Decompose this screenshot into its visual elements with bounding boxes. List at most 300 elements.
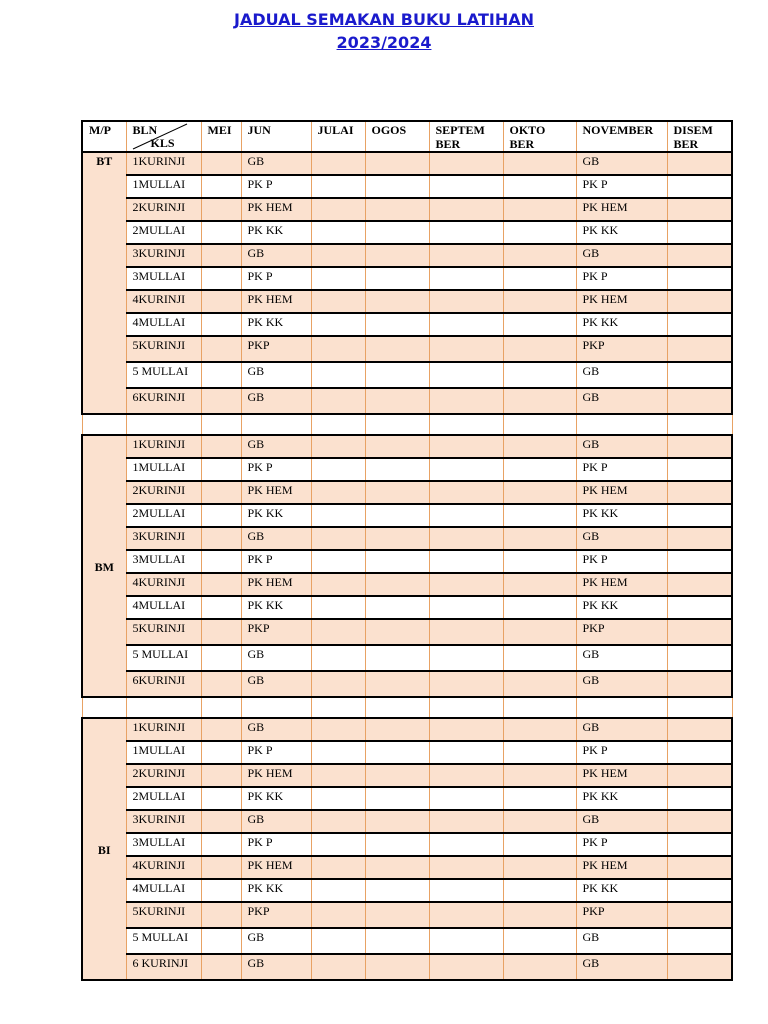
class-cell: 4KURINJI (126, 290, 201, 313)
month-cell-mei (201, 175, 241, 198)
month-cell-november: GB (576, 954, 667, 980)
month-cell-ogos (365, 175, 429, 198)
table-row (82, 902, 732, 928)
table-row (82, 619, 732, 645)
month-cell-jun: PK P (241, 267, 311, 290)
table-row (82, 879, 732, 902)
month-cell-september (429, 902, 503, 928)
month-cell-jun: PK KK (241, 879, 311, 902)
month-cell-ogos (365, 527, 429, 550)
month-cell-disember (667, 954, 732, 980)
spacer-cell (667, 697, 732, 718)
month-cell-mei (201, 481, 241, 504)
month-cell-julai (311, 619, 365, 645)
spacer-cell (311, 414, 365, 435)
header-month: OKTO BER (503, 121, 576, 152)
month-cell-julai (311, 954, 365, 980)
class-cell: 1KURINJI (126, 152, 201, 175)
class-cell: 3KURINJI (126, 810, 201, 833)
month-cell-november: PK P (576, 267, 667, 290)
month-cell-ogos (365, 481, 429, 504)
month-cell-september (429, 810, 503, 833)
month-cell-november: GB (576, 810, 667, 833)
month-cell-disember (667, 504, 732, 527)
month-cell-oktober (503, 741, 576, 764)
month-cell-mei (201, 221, 241, 244)
month-cell-ogos (365, 504, 429, 527)
month-cell-oktober (503, 458, 576, 481)
month-cell-julai (311, 152, 365, 175)
month-cell-ogos (365, 764, 429, 787)
month-cell-disember (667, 388, 732, 414)
month-cell-jun: GB (241, 435, 311, 458)
month-cell-jun: PK HEM (241, 290, 311, 313)
header-month: JULAI (311, 121, 365, 152)
month-cell-jun: PK HEM (241, 198, 311, 221)
month-cell-oktober (503, 645, 576, 671)
month-cell-november: PK KK (576, 596, 667, 619)
table-row (82, 718, 732, 741)
class-cell: 5 MULLAI (126, 928, 201, 954)
table-row (82, 267, 732, 290)
month-cell-september (429, 388, 503, 414)
month-cell-november: PK HEM (576, 481, 667, 504)
month-cell-ogos (365, 741, 429, 764)
class-cell: 3KURINJI (126, 527, 201, 550)
month-cell-disember (667, 810, 732, 833)
month-cell-ogos (365, 198, 429, 221)
class-cell: 2MULLAI (126, 787, 201, 810)
month-cell-jun: PK P (241, 550, 311, 573)
month-cell-oktober (503, 718, 576, 741)
month-cell-september (429, 619, 503, 645)
month-cell-september (429, 573, 503, 596)
month-cell-jun: PK P (241, 833, 311, 856)
spacer-cell (667, 414, 732, 435)
month-cell-disember (667, 267, 732, 290)
section-spacer (82, 414, 732, 435)
month-cell-jun: PKP (241, 619, 311, 645)
month-cell-september (429, 671, 503, 697)
month-cell-mei (201, 313, 241, 336)
month-cell-jun: GB (241, 928, 311, 954)
month-cell-jun: PK KK (241, 787, 311, 810)
month-cell-oktober (503, 267, 576, 290)
month-cell-september (429, 596, 503, 619)
month-cell-november: PKP (576, 902, 667, 928)
month-cell-jun: GB (241, 718, 311, 741)
month-cell-jun: GB (241, 388, 311, 414)
month-cell-ogos (365, 313, 429, 336)
month-cell-disember (667, 879, 732, 902)
month-cell-mei (201, 764, 241, 787)
month-cell-mei (201, 902, 241, 928)
month-cell-disember (667, 619, 732, 645)
month-cell-oktober (503, 362, 576, 388)
month-cell-oktober (503, 313, 576, 336)
month-cell-september (429, 741, 503, 764)
month-cell-mei (201, 810, 241, 833)
month-cell-ogos (365, 573, 429, 596)
month-cell-september (429, 198, 503, 221)
month-cell-jun: PK P (241, 741, 311, 764)
month-cell-disember (667, 152, 732, 175)
table-row (82, 481, 732, 504)
month-cell-disember (667, 787, 732, 810)
class-cell: 3MULLAI (126, 833, 201, 856)
month-cell-disember (667, 645, 732, 671)
month-cell-ogos (365, 902, 429, 928)
month-cell-ogos (365, 787, 429, 810)
month-cell-oktober (503, 573, 576, 596)
document-year: 2023/2024 (336, 33, 432, 52)
class-cell: 1MULLAI (126, 741, 201, 764)
month-cell-september (429, 928, 503, 954)
month-cell-ogos (365, 336, 429, 362)
month-cell-oktober (503, 336, 576, 362)
month-cell-disember (667, 362, 732, 388)
month-cell-ogos (365, 596, 429, 619)
class-cell: 2MULLAI (126, 221, 201, 244)
month-cell-ogos (365, 435, 429, 458)
month-cell-oktober (503, 175, 576, 198)
month-cell-disember (667, 458, 732, 481)
month-cell-mei (201, 435, 241, 458)
month-cell-mei (201, 573, 241, 596)
month-cell-september (429, 833, 503, 856)
month-cell-jun: PK HEM (241, 481, 311, 504)
subject-cell: BI (82, 718, 126, 980)
month-cell-november: PK P (576, 550, 667, 573)
month-cell-oktober (503, 879, 576, 902)
table-row (82, 290, 732, 313)
spacer-cell (126, 414, 201, 435)
month-cell-disember (667, 244, 732, 267)
spacer-cell (503, 414, 576, 435)
month-cell-ogos (365, 879, 429, 902)
month-cell-julai (311, 527, 365, 550)
month-cell-jun: PK KK (241, 313, 311, 336)
table-row (82, 527, 732, 550)
month-cell-november: PK HEM (576, 764, 667, 787)
month-cell-disember (667, 671, 732, 697)
month-cell-mei (201, 619, 241, 645)
spacer-cell (576, 414, 667, 435)
month-cell-julai (311, 741, 365, 764)
month-cell-november: GB (576, 527, 667, 550)
month-cell-ogos (365, 290, 429, 313)
spacer-cell (429, 697, 503, 718)
month-cell-disember (667, 718, 732, 741)
month-cell-november: PK HEM (576, 290, 667, 313)
month-cell-november: PK P (576, 458, 667, 481)
class-cell: 4KURINJI (126, 856, 201, 879)
month-cell-mei (201, 244, 241, 267)
month-cell-september (429, 152, 503, 175)
month-cell-disember (667, 198, 732, 221)
month-cell-ogos (365, 810, 429, 833)
section-spacer (82, 697, 732, 718)
subject-cell: BM (82, 435, 126, 697)
month-cell-september (429, 550, 503, 573)
month-cell-ogos (365, 833, 429, 856)
month-cell-september (429, 336, 503, 362)
table-row (82, 596, 732, 619)
month-cell-oktober (503, 596, 576, 619)
month-cell-julai (311, 645, 365, 671)
month-cell-oktober (503, 954, 576, 980)
spacer-cell (241, 414, 311, 435)
month-cell-mei (201, 504, 241, 527)
month-cell-mei (201, 458, 241, 481)
month-cell-disember (667, 313, 732, 336)
spacer-cell (82, 697, 126, 718)
table-row (82, 856, 732, 879)
month-cell-september (429, 221, 503, 244)
month-cell-november: GB (576, 388, 667, 414)
header-month: MEI (201, 121, 241, 152)
table-row (82, 198, 732, 221)
month-cell-disember (667, 221, 732, 244)
month-cell-ogos (365, 619, 429, 645)
month-cell-mei (201, 527, 241, 550)
spacer-cell (365, 697, 429, 718)
month-cell-september (429, 362, 503, 388)
month-cell-november: PKP (576, 336, 667, 362)
header-month: JUN (241, 121, 311, 152)
class-cell: 5KURINJI (126, 902, 201, 928)
month-cell-disember (667, 596, 732, 619)
month-cell-julai (311, 718, 365, 741)
spacer-cell (201, 414, 241, 435)
header-month: NOVEMBER (576, 121, 667, 152)
month-cell-mei (201, 596, 241, 619)
table-row (82, 435, 732, 458)
month-cell-oktober (503, 928, 576, 954)
month-cell-september (429, 718, 503, 741)
class-cell: 2KURINJI (126, 764, 201, 787)
month-cell-ogos (365, 718, 429, 741)
month-cell-mei (201, 550, 241, 573)
month-cell-september (429, 856, 503, 879)
month-cell-november: PK HEM (576, 573, 667, 596)
month-cell-november: PK KK (576, 313, 667, 336)
header-bln-kls (126, 121, 201, 152)
document-title: JADUAL SEMAKAN BUKU LATIHAN (234, 10, 534, 29)
month-cell-november: GB (576, 645, 667, 671)
month-cell-oktober (503, 787, 576, 810)
month-cell-disember (667, 550, 732, 573)
month-cell-mei (201, 198, 241, 221)
class-cell: 4MULLAI (126, 313, 201, 336)
month-cell-jun: GB (241, 152, 311, 175)
month-cell-julai (311, 362, 365, 388)
table-row (82, 671, 732, 697)
class-cell: 5KURINJI (126, 619, 201, 645)
month-cell-julai (311, 221, 365, 244)
table-row (82, 741, 732, 764)
table-row (82, 152, 732, 175)
month-cell-oktober (503, 198, 576, 221)
month-cell-disember (667, 833, 732, 856)
month-cell-julai (311, 833, 365, 856)
month-cell-julai (311, 336, 365, 362)
class-cell: 5 MULLAI (126, 362, 201, 388)
table-row (82, 313, 732, 336)
month-cell-disember (667, 527, 732, 550)
month-cell-september (429, 458, 503, 481)
month-cell-mei (201, 645, 241, 671)
class-cell: 4MULLAI (126, 596, 201, 619)
month-cell-mei (201, 336, 241, 362)
table-row (82, 810, 732, 833)
month-cell-mei (201, 671, 241, 697)
month-cell-oktober (503, 481, 576, 504)
month-cell-september (429, 527, 503, 550)
class-cell: 6KURINJI (126, 671, 201, 697)
month-cell-november: PK HEM (576, 856, 667, 879)
month-cell-november: PK HEM (576, 198, 667, 221)
month-cell-julai (311, 388, 365, 414)
month-cell-mei (201, 388, 241, 414)
table-row (82, 336, 732, 362)
table-row (82, 504, 732, 527)
month-cell-disember (667, 741, 732, 764)
month-cell-julai (311, 573, 365, 596)
spacer-cell (311, 697, 365, 718)
month-cell-ogos (365, 856, 429, 879)
table-row (82, 954, 732, 980)
month-cell-september (429, 481, 503, 504)
month-cell-september (429, 290, 503, 313)
month-cell-oktober (503, 833, 576, 856)
class-cell: 1MULLAI (126, 458, 201, 481)
class-cell: 3KURINJI (126, 244, 201, 267)
class-cell: 2KURINJI (126, 481, 201, 504)
month-cell-julai (311, 671, 365, 697)
class-cell: 1MULLAI (126, 175, 201, 198)
month-cell-september (429, 954, 503, 980)
table-row (82, 221, 732, 244)
month-cell-julai (311, 313, 365, 336)
table-row (82, 645, 732, 671)
month-cell-julai (311, 481, 365, 504)
month-cell-ogos (365, 267, 429, 290)
table-row (82, 388, 732, 414)
header-month: DISEM BER (667, 121, 732, 152)
month-cell-mei (201, 833, 241, 856)
month-cell-jun: GB (241, 362, 311, 388)
table-row (82, 764, 732, 787)
month-cell-disember (667, 902, 732, 928)
class-cell: 2MULLAI (126, 504, 201, 527)
month-cell-julai (311, 504, 365, 527)
class-cell: 3MULLAI (126, 550, 201, 573)
month-cell-jun: PK HEM (241, 856, 311, 879)
month-cell-november: PK KK (576, 879, 667, 902)
month-cell-september (429, 244, 503, 267)
month-cell-mei (201, 290, 241, 313)
month-cell-november: GB (576, 244, 667, 267)
month-cell-jun: PK HEM (241, 764, 311, 787)
month-cell-julai (311, 290, 365, 313)
month-cell-november: GB (576, 671, 667, 697)
month-cell-ogos (365, 458, 429, 481)
month-cell-jun: PK P (241, 458, 311, 481)
table-row (82, 550, 732, 573)
month-cell-september (429, 645, 503, 671)
table-row (82, 362, 732, 388)
month-cell-julai (311, 787, 365, 810)
class-cell: 3MULLAI (126, 267, 201, 290)
month-cell-ogos (365, 221, 429, 244)
month-cell-jun: GB (241, 645, 311, 671)
month-cell-julai (311, 879, 365, 902)
month-cell-disember (667, 856, 732, 879)
header-mp: M/P (82, 121, 126, 152)
subject-cell: BT (82, 152, 126, 414)
month-cell-mei (201, 928, 241, 954)
month-cell-september (429, 435, 503, 458)
schedule-table (81, 120, 733, 981)
table-row (82, 573, 732, 596)
month-cell-jun: GB (241, 954, 311, 980)
month-cell-julai (311, 244, 365, 267)
header-bln: BLN (132, 123, 158, 137)
month-cell-julai (311, 856, 365, 879)
month-cell-oktober (503, 810, 576, 833)
table-row (82, 787, 732, 810)
month-cell-julai (311, 267, 365, 290)
month-cell-september (429, 504, 503, 527)
month-cell-jun: PK HEM (241, 573, 311, 596)
header-month: OGOS (365, 121, 429, 152)
table-row (82, 928, 732, 954)
month-cell-november: GB (576, 152, 667, 175)
month-cell-oktober (503, 550, 576, 573)
class-cell: 2KURINJI (126, 198, 201, 221)
month-cell-disember (667, 573, 732, 596)
month-cell-oktober (503, 856, 576, 879)
month-cell-november: GB (576, 928, 667, 954)
month-cell-mei (201, 787, 241, 810)
month-cell-mei (201, 362, 241, 388)
month-cell-oktober (503, 221, 576, 244)
month-cell-oktober (503, 619, 576, 645)
month-cell-julai (311, 928, 365, 954)
month-cell-september (429, 267, 503, 290)
month-cell-ogos (365, 388, 429, 414)
month-cell-disember (667, 435, 732, 458)
month-cell-jun: PKP (241, 902, 311, 928)
month-cell-mei (201, 718, 241, 741)
month-cell-ogos (365, 645, 429, 671)
month-cell-september (429, 175, 503, 198)
spacer-cell (429, 414, 503, 435)
month-cell-oktober (503, 527, 576, 550)
month-cell-disember (667, 481, 732, 504)
month-cell-ogos (365, 671, 429, 697)
class-cell: 5 MULLAI (126, 645, 201, 671)
month-cell-november: PK P (576, 175, 667, 198)
month-cell-mei (201, 879, 241, 902)
spacer-cell (365, 414, 429, 435)
month-cell-mei (201, 954, 241, 980)
spacer-cell (82, 414, 126, 435)
month-cell-september (429, 787, 503, 810)
month-cell-julai (311, 435, 365, 458)
table-row (82, 833, 732, 856)
